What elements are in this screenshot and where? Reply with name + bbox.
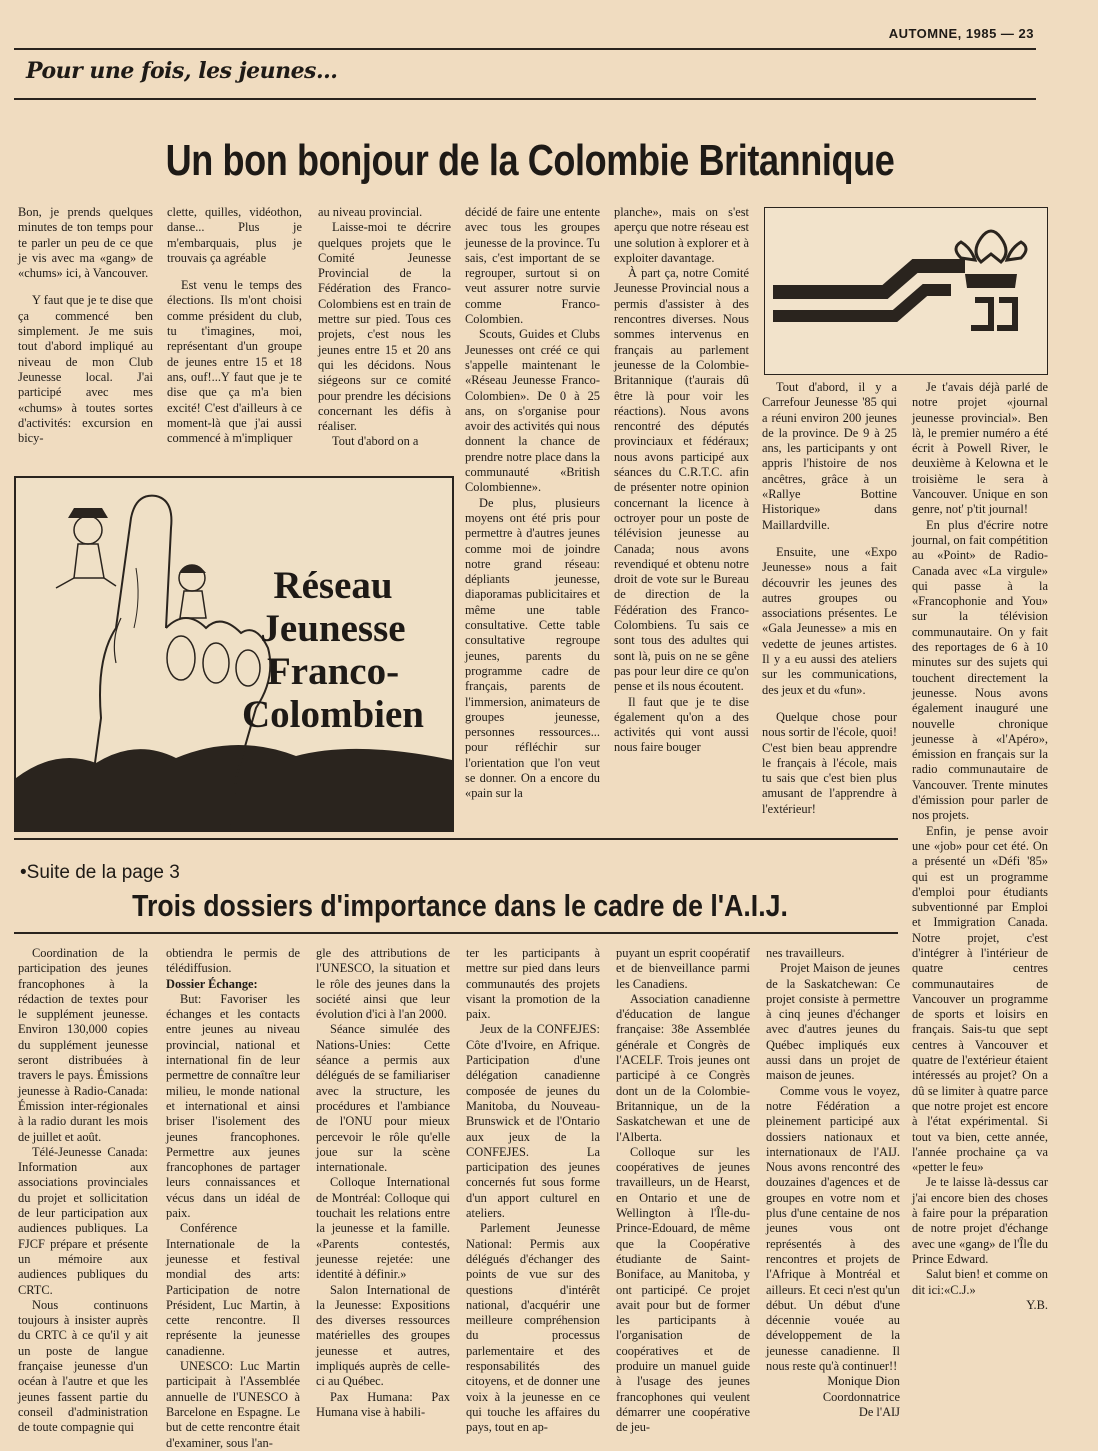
paragraph: But: Favoriser les échanges et les contacts entre jeunes au niveau provincial, national et international fin de leur permettre de connaître leur milieu, le monde national et international et ainsi briser l'isolement des jeunes francophones. Permettre aux jeunes francophones de partager leurs connaissances et vécus dans un idéal de paix. (166, 991, 300, 1221)
paragraph: Je te laisse là-dessus car j'ai encore bien des choses à faire pour la préparation de notre projet d'échange avec une «gang» de l'Île du Prince Edward. (912, 1175, 1048, 1266)
article2-column-1 (18, 946, 148, 1435)
paragraph: Scouts, Guides et Clubs Jeunesses ont créé ce qui s'appelle maintenant le «Réseau Jeunesse Franco-Colombien». De 0 à 25 ans, on s'organise pour avoir des activités qui nous donnent la chance de prendre notre place dans la communauté «British Colombienne». (465, 327, 600, 495)
article-divider (14, 838, 898, 840)
signature-title: Coordonnatrice (822, 1389, 900, 1404)
paragraph: Je t'avais déjà parlé de notre projet «journal jeunesse provincial». Ben là, le premier numéro a été écrit à Powell River, le deuxième à Kelowna et le troisième le sera à Vancouver. Unique en son genre, not' p'tit journal! (912, 380, 1048, 517)
article2-column-2 (166, 946, 300, 1450)
signature-initials: Y.B. (1026, 1297, 1048, 1312)
paragraph: Parlement Jeunesse National: Permis aux délégués d'échanger des points de vue sur des questions d'intérêt national, d'acquérir une meilleure compréhension du processus parlementaire et des responsabilités des citoyens, et de donner une voix à la jeunesse en ce qui touche les affaires du pays, tout en ap- (466, 1221, 600, 1435)
paragraph: Comme vous le voyez, notre Fédération a pleinement participé aux dossiers nationaux et internationaux de l'AIJ. Nous avons rencontré des douzaines d'agences et de groupes en votre nom et plus d'une centaine de nos jeunes vous ont représentés à des rencontres et projets de l'Afrique à Montréal et ailleurs. Et ceci n'est qu'un début. Un début d'une décennie vouée au développement de la jeunesse canadienne. Il nous reste qu'à continuer!! (766, 1083, 900, 1374)
article2-column-4 (466, 946, 600, 1435)
paragraph: clette, quilles, vidéothon, danse... Plus je m'embarquais, plus je trouvais ça agréable (167, 205, 302, 265)
paragraph: décidé de faire une entente avec tous les groupes jeunesse de la province. Tu sais, c'est important de se regrouper, surtout si on veut assurer notre survie comme Franco-Colombien. (465, 205, 600, 327)
article1-column-1 (18, 205, 153, 467)
paragraph: Colloque sur les coopératives de jeunes travailleurs, un de Hearst, en Ontario et une de Wellington à l'Île-du-Prince-Edouard, de même que la Coopérative étudiante de Saint-Boniface, au Manitoba, y ont participé. Ce projet avait pour but de former les participants à l'organisation de coopératives et de produire un manuel guide à l'usage des jeunes francophones qui veulent démarrer une coopérative de jeu- (616, 1144, 750, 1435)
paragraph: au niveau provincial. (318, 205, 423, 219)
illustration-title: Réseau Jeunesse Franco- Colombien (241, 564, 424, 736)
header-rule-bottom (14, 98, 1036, 100)
reseau-jeunesse-illustration (14, 476, 454, 832)
continued-from-label: •Suite de la page 3 (20, 862, 180, 883)
paragraph: À part ça, notre Comité Jeunesse Provincial nous a permis d'assister à des rencontres diverses. Nous sommes intervenus en français au parlement jeunesse de la Colombie-Britannique (t'aurais dû être là pour voir les réactions). Nous avons rencontré des députés provinciaux et fédéraux; nous avons participé aux séances du C.R.T.C. afin de présenter notre opinion concernant la licence à octroyer pour un poste de télévision jeunesse au Canada; nous avons revendiqué et obtenu notre droit de vote sur le Bureau de direction de la Fédération des Franco-Colombiens. Tu sais ce sont tous des adultes qui sont là, puis on ne se gêne pas pour leur dire ce qu'on pense et ils nous écoutent. (614, 266, 749, 694)
article1-column-5 (614, 205, 749, 830)
paragraph: Laisse-moi te décrire quelques projets que le Comité Jeunesse Provincial de la Fédération des Franco-Colombiens est en train de mettre sur pied. Tous ces projets, c'est nous les jeunes entre 15 et 20 ans qui les décidons. Nous siégeons sur ce comité pour prendre les décisions concernant les défis à réaliser. (318, 220, 451, 434)
page-folio: AUTOMNE, 1985 — 23 (888, 26, 1034, 41)
paragraph: obtiendra le permis de télédiffusion. (166, 946, 300, 976)
paragraph: Conférence Internationale de la jeunesse et festival mondial des arts: Participation de notre Président, Luc Martin, à cette rencontre. Il représente la jeunesse canadienne. (166, 1221, 300, 1358)
section-title: Pour une fois, les jeunes... (26, 58, 338, 84)
paragraph: UNESCO: Luc Martin participait à l'Assemblée annuelle de l'UNESCO à Barcelone en Espagne. Le but de cette rencontre était d'examiner, sous l'an- (166, 1359, 300, 1450)
paragraph: Est venu le temps des élections. Ils m'ont choisi comme président du club, tu t'imagines, moi, représentant d'un groupe de jeunes entre 15 et 18 ans, ouf!...Y faut que je te dise que ça m'a bien excité! C'est d'ailleurs à ce moment-là que j'ai aussi commencé à m'impliquer (167, 278, 302, 446)
article1-column-4 (465, 205, 600, 830)
subheading: Dossier Échange: (166, 976, 258, 991)
paragraph: Association canadienne d'éducation de langue française: 38e Assemblée générale et Congrès de l'ACELF. Trois jeunes ont participé à ce Congrès dont un de la Colombie-Britannique, un de la Saskatchewan et une de l'Alberta. (616, 991, 750, 1144)
header-rule-top (14, 48, 1036, 50)
paragraph: Pax Humana: Pax Humana vise à habili- (316, 1389, 450, 1419)
article2-column-3 (316, 946, 450, 1426)
paragraph: Jeux de la CONFEJES: Côte d'Ivoire, en Afrique. Participation d'une délégation canadienne composée de jeunes du Manitoba, du Nouveau-Brunswick et de l'Ontario aux jeux de la CONFEJES. La participation des jeunes concernés fut sous forme d'un apport culturel en ateliers. (466, 1022, 600, 1221)
paragraph: nes travailleurs. (766, 946, 845, 960)
paragraph: Enfin, je pense avoir une «job» pour cet été. On a présenté un «Défi '85» qui est un programme d'emploi pour étudiants subventionné par Emploi et Immigration Canada. Notre projet, c'est d'intégrer à l'intérieur de quatre centres communautaires de Vancouver un programme de sports et loisirs en français. Sais-tu que sept centres à Vancouver et quatre de l'extérieur étaient intéressés au projet? On a dû se limiter à quatre parce que notre projet est encore à l'état expérimental. Si tout va bien, cette année, l'année prochaine ça va «petter le feu» (912, 823, 1048, 1175)
paragraph: Coordination de la participation des jeunes francophones à la rédaction de textes pour le supplément jeunesse. Environ 130,000 copies du supplément jeunesse seront distribuées à travers le pays. Émissions jeunesse à Radio-Canada: Émission inter-régionales à la radio durant les mois de juillet et août. (18, 946, 148, 1144)
paragraph: De plus, plusieurs moyens ont été pris pour permettre à d'autres jeunes comme moi de joindre notre grand réseau: dépliants jeunesse, diaporamas publicitaires et même une table consultative. Cette table consultative regroupe jeunes, parents du programme cadre de français, parents de l'immersion, animateurs de groupes jeunesse, personnes ressources... pour réfléchir sur l'orientation que l'on veut se donner. On a encore du «pain sur la (465, 495, 600, 801)
article1-column-3 (318, 205, 451, 467)
paragraph: planche», mais on s'est aperçu que notre réseau est une solution à explorer et à exploiter davantage. (614, 205, 749, 265)
paragraph: En plus d'écrire notre journal, on fait compétition au «Point» de Radio-Canada avec «La virgule» qui passe à la «Francophonie and You» sur la télévision communautaire. On y fait des reportages de 6 à 10 minutes sur des sujets qui touchent directement la jeunesse. Nous avons également inauguré une nouvelle chronique jeunesse à «l'Apéro», émission en français sur la radio communautaire de Vancouver. Trente minutes d'émission pour parler de nos projets. (912, 517, 1048, 823)
signature-org: De l'AIJ (858, 1404, 900, 1419)
paragraph: Y faut que je te dise que ça commencé ben simplement. Je me suis tout d'abord impliqué au niveau de mon Club Jeunesse local. J'ai participé avec mes «chums» à toutes sortes d'activités: excursion en bicy- (18, 293, 153, 446)
article-headline: Un bon bonjour de la Colombie Britannique (165, 136, 895, 185)
paragraph: Colloque International de Montréal: Colloque qui touchait les relations entre la jeunesse et la famille. «Parents contestés, jeunesse rejetée: une identité à définir.» (316, 1175, 450, 1282)
paragraph: Séance simulée des Nations-Unies: Cette séance a permis aux délégués de se familiariser avec la structure, les procédures et l'ambiance de l'ONU pour mieux percevoir le rôle qu'elle joue sur la scène internationale. (316, 1022, 450, 1175)
article-headline: Trois dossiers d'importance dans le cadre de l'A.I.J. (132, 888, 788, 923)
paragraph: Tout d'abord on a (332, 434, 419, 449)
fleur-de-lys-logo-icon (765, 208, 1047, 374)
paragraph: Tout d'abord, il y a Carrefour Jeunesse '85 qui a réuni environ 200 jeunes de la province. De 9 à 25 ans, les participants y ont appris l'histoire de nos ancêtres, grâce à un «Rallye Bottine Historique» dans Maillardville. (762, 380, 897, 532)
article2-column-5 (616, 946, 750, 1435)
article2-rule (14, 932, 898, 934)
article1-column-7 (912, 380, 1048, 1430)
paragraph: Projet Maison de jeunes de la Saskatchewan: Ce projet consiste à permettre à cinq jeunes d'échanger avec d'autres jeunes du Québec impliqués eux aussi dans un projet de maison de jeunes. (766, 961, 900, 1083)
paragraph: Ensuite, une «Expo Jeunesse» nous a fait découvrir les jeunes des autres groupes ou associations présentes. Le «Gala Jeunesse» a mis en vedette de jeunes artistes. Il y a eu aussi des ateliers sur les communications, des jeux et du «fun». (762, 544, 897, 697)
paragraph: Salon International de la Jeunesse: Expositions des diverses ressources matérielles des groupes jeunesse et autres, impliqués auprès de celle-ci au Québec. (316, 1282, 450, 1389)
article1-column-2 (167, 205, 302, 467)
paragraph: Nous continuons toujours à insister auprès du CRTC à ce qu'il y ait un poste de langue française jeunesse d'un océan à l'autre et que les jeunes fassent partie du conseil d'administration de toute compagnie qui (18, 1297, 148, 1435)
paragraph: Bon, je prends quelques minutes de ton temps pour te parler un peu de ce que je vis avec ma «gang» de «chums» ici, à Vancouver. (18, 205, 153, 281)
paragraph: Salut bien! et comme on dit ici:«C.J.» (912, 1267, 1048, 1297)
paragraph: Télé-Jeunesse Canada: Information aux associations provinciales du projet et sollicitation de leur participation aux audiences publiques. La FJCF prépare et présente un mémoire aux audiences publiques du CRTC. (18, 1144, 148, 1297)
signature-name: Monique Dion (827, 1374, 900, 1389)
article2-column-6 (766, 946, 900, 1426)
article1-column-6 (762, 380, 897, 830)
paragraph: gle des attributions de l'UNESCO, la situation et le rôle des jeunes dans la société ainsi que leur évolution d'ici à l'an 2000. (316, 946, 450, 1022)
paragraph: ter les participants à mettre sur pied dans leurs communautés des projets visant la promotion de la paix. (466, 946, 600, 1022)
paragraph: Il faut que je te dise également qu'on a des activités qui vont aussi nous faire bouger (614, 694, 749, 755)
paragraph: puyant un esprit coopératif et de bienveillance parmi les Canadiens. (616, 946, 750, 991)
federation-logo (764, 207, 1048, 375)
paragraph: Quelque chose pour nous sortir de l'école, quoi! C'est bien beau apprendre le français à l'école, mais tu sais que c'est bien plus amusant de l'apprendre à l'extérieur! (762, 709, 897, 816)
